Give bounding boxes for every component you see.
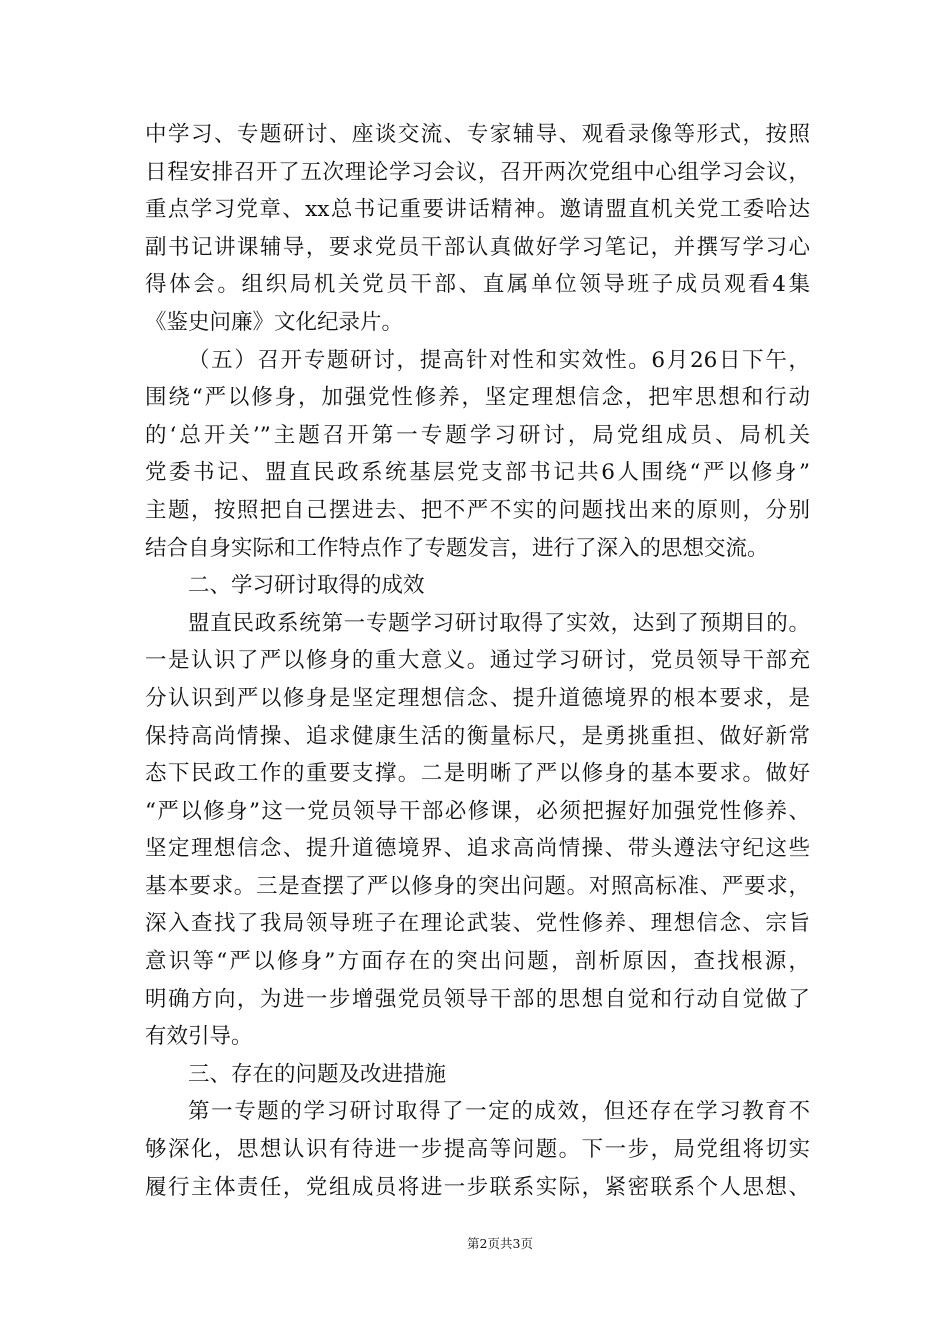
text-line: 基本要求。三是查摆了严以修身的突出问题。对照高标准、严要求， (145, 873, 810, 899)
text-line: 第一专题的学习研讨取得了一定的成效，但还存在学习教育不 (188, 1099, 810, 1125)
text-line: 结合自身实际和工作特点作了专题发言，进行了深入的思想交流。 (145, 535, 769, 561)
text-line: 保持高尚情操、追求健康生活的衡量标尺，是勇挑重担、做好新常 (145, 723, 810, 749)
text-line: 二、学习研讨取得的成效 (188, 573, 425, 599)
text-line: 一是认识了严以修身的重大意义。通过学习研讨，党员领导干部充 (145, 648, 810, 674)
text-line: 重点学习党章、xx总书记重要讲话精神。邀请盟直机关党工委哈达 (145, 197, 810, 223)
text-line: 《鉴史问廉》文化纪录片。 (145, 309, 404, 335)
text-line: 的‘总开关’”主题召开第一专题学习研讨，局党组成员、局机关 (145, 422, 810, 448)
text-line: 三、存在的问题及改进措施 (188, 1061, 447, 1087)
text-line: 日程安排召开了五次理论学习会议，召开两次党组中心组学习会议， (145, 159, 810, 185)
text-line: 深入查找了我局领导班子在理论武装、党性修养、理想信念、宗旨 (145, 911, 810, 937)
text-line: “严以修身”这一党员领导干部必修课，必须把握好加强党性修养、 (145, 798, 810, 824)
text-line: 围绕“严以修身，加强党性修养，坚定理想信念，把牢思想和行动 (145, 385, 810, 411)
text-line: 履行主体责任，党组成员将进一步联系实际，紧密联系个人思想、 (145, 1174, 810, 1200)
text-line: 明确方向，为进一步增强党员领导干部的思想自觉和行动自觉做了 (145, 986, 810, 1012)
text-line: 意识等“严以修身”方面存在的突出问题，剖析原因，查找根源， (145, 949, 810, 975)
text-line: 中学习、专题研讨、座谈交流、专家辅导、观看录像等形式，按照 (145, 122, 810, 147)
text-line: 态下民政工作的重要支撑。二是明晰了严以修身的基本要求。做好 (145, 761, 810, 787)
document-body (145, 116, 810, 1206)
text-line: （五）召开专题研讨，提高针对性和实效性。6月26日下午， (188, 347, 810, 373)
text-line: 坚定理想信念、提升道德境界、追求高尚情操、带头遵法守纪这些 (145, 836, 810, 862)
text-line: 副书记讲课辅导，要求党员干部认真做好学习笔记，并撰写学习心 (145, 234, 810, 260)
text-line: 分认识到严以修身是坚定理想信念、提升道德境界的根本要求，是 (145, 685, 810, 711)
text-line: 够深化，思想认识有待进一步提高等问题。下一步，局党组将切实 (145, 1137, 810, 1163)
text-line: 党委书记、盟直民政系统基层党支部书记共6人围绕“严以修身” (145, 460, 810, 486)
text-line: 盟直民政系统第一专题学习研讨取得了实效，达到了预期目的。 (188, 610, 810, 636)
text-line: 有效引导。 (145, 1024, 253, 1050)
text-line: 主题，按照把自己摆进去、把不严不实的问题找出来的原则，分别 (145, 497, 810, 523)
page-footer: 第2页共3页 (467, 1236, 533, 1251)
text-line: 得体会。组织局机关党员干部、直属单位领导班子成员观看4集 (145, 272, 810, 298)
